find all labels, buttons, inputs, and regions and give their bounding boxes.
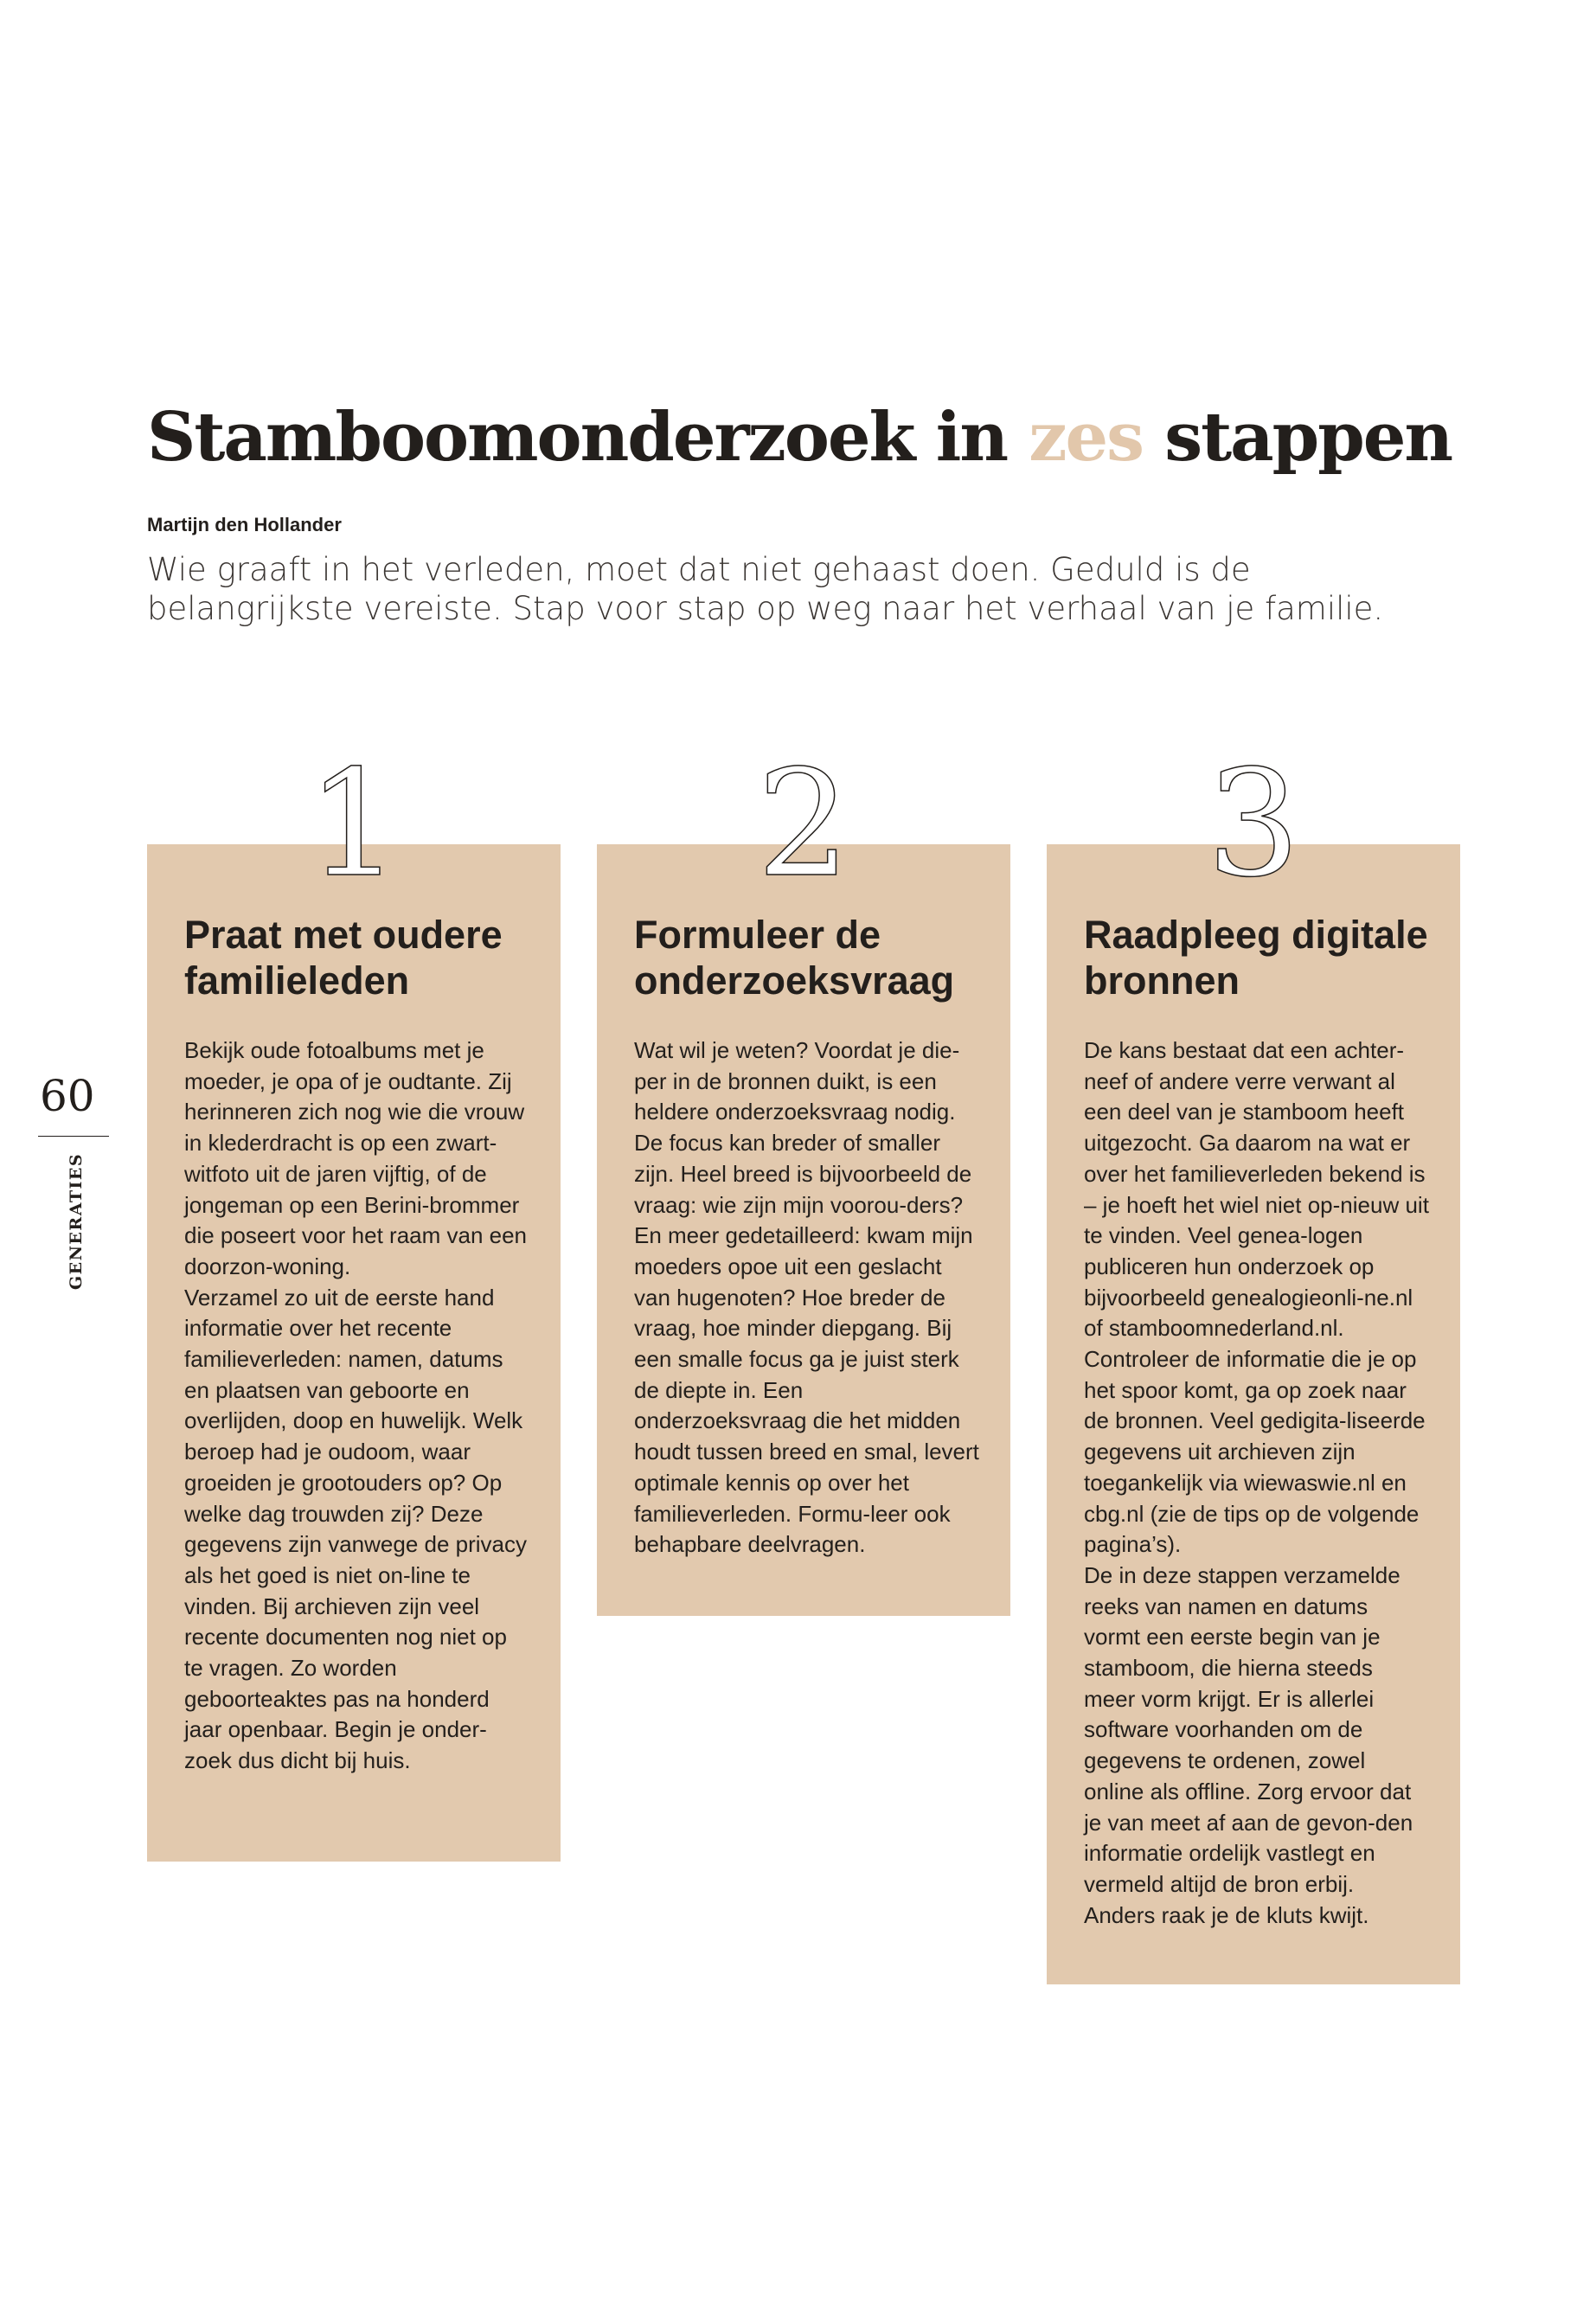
step-heading-3: Raadpleeg digitale bronnen — [1084, 913, 1428, 1003]
step-heading-2: Formuleer de onderzoeksvraag — [634, 913, 955, 1003]
step-card-3 — [1047, 739, 1460, 1984]
step-text-2: Wat wil je weten? Voordat je die-per in de bronnen duikt, is een heldere onderzoeksvraag nodig. De focus kan breder of smaller zijn. Heel breed is bijvoorbeeld de vraag: wie zijn mijn voorou-ders? En meer gedetailleerd: kwam mijn moeders opoe uit een geslacht van hugenoten? Hoe breder de vraag, hoe minder diepgang. Bij een smalle focus ga je juist sterk de diepte in. Een onderzoeksvraag die het midden houdt tussen breed en smal, levert optimale kennis op over het familieverleden. Formu-leer ook behapbare deelvragen. — [634, 1037, 979, 1558]
step-card-2 — [597, 739, 1010, 1616]
title-accent-word: zes — [1029, 398, 1144, 477]
title-part-1: Stamboomonderzoek in — [147, 398, 1029, 477]
step-card-1 — [147, 739, 561, 1862]
author-byline: Martijn den Hollander — [147, 514, 342, 535]
step-number-1: 1 — [306, 739, 401, 910]
intro-paragraph: Wie graaft in het verleden, moet dat niet gehaast doen. Geduld is de belangrijkste vereiste. Stap voor stap op weg naar het verhaal van je familie. — [147, 551, 1384, 627]
step-number-2: 2 — [756, 739, 851, 910]
magazine-section-label: GENERATIES — [67, 1152, 86, 1291]
step-text-1: Bekijk oude fotoalbums met je moeder, je opa of je oudtante. Zij herinneren zich nog wie die vrouw in klederdracht is op een zwart-witfoto uit de jaren vijftig, of de jongeman op een Berini-brommer die poseert voor het raam van een doorzon-woning. Verzamel zo uit de eerste hand informatie over het recente familieverleden: namen, datums en plaatsen van geboorte en overlijden, doop en huwelijk. Welk beroep had je oudoom, waar groeiden je grootouders op? Op welke dag trouwden zij? Deze gegevens zijn vanwege de privacy als het goed is niet on-line te vinden. Bij archieven zijn veel recente documenten nog niet op te vragen. Zo worden geboorteaktes pas na honderd jaar openbaar. Begin je onder-zoek dus dicht bij huis. — [184, 1037, 528, 1774]
step-heading-1: Praat met oudere familieleden — [184, 913, 503, 1003]
step-number-3: 3 — [1206, 739, 1301, 910]
page-number-divider — [38, 1136, 109, 1137]
page-number: 60 — [40, 1071, 95, 1121]
step-text-3: De kans bestaat dat een achter-neef of andere verre verwant al een deel van je stamboom heeft uitgezocht. Ga daarom na wat er over het familieverleden bekend is – je hoeft het wiel niet op-nieuw uit te vinden. Veel genea-logen publiceren hun onderzoek op bijvoorbeeld genealogieonli-ne.nl of stamboomnederland.nl. Controleer de informatie die je op het spoor komt, ga op zoek naar de bronnen. Veel gedigita-liseerde gegevens uit archieven zijn toegankelijk via wiewaswie.nl en cbg.nl (zie de tips op de volgende pagina’s). De in deze stappen verzamelde reeks van namen en datums vormt een eerste begin van je stamboom, die hierna steeds meer vorm krijgt. Er is allerlei software voorhanden om de gegevens te ordenen, zowel online als offline. Zorg ervoor dat je van meet af aan de gevon-den informatie ordelijk vastlegt en vermeld altijd de bron erbij. Anders raak je de kluts kwijt. — [1084, 1037, 1429, 1928]
article-title — [147, 398, 1452, 477]
title-part-2: stappen — [1143, 398, 1452, 477]
